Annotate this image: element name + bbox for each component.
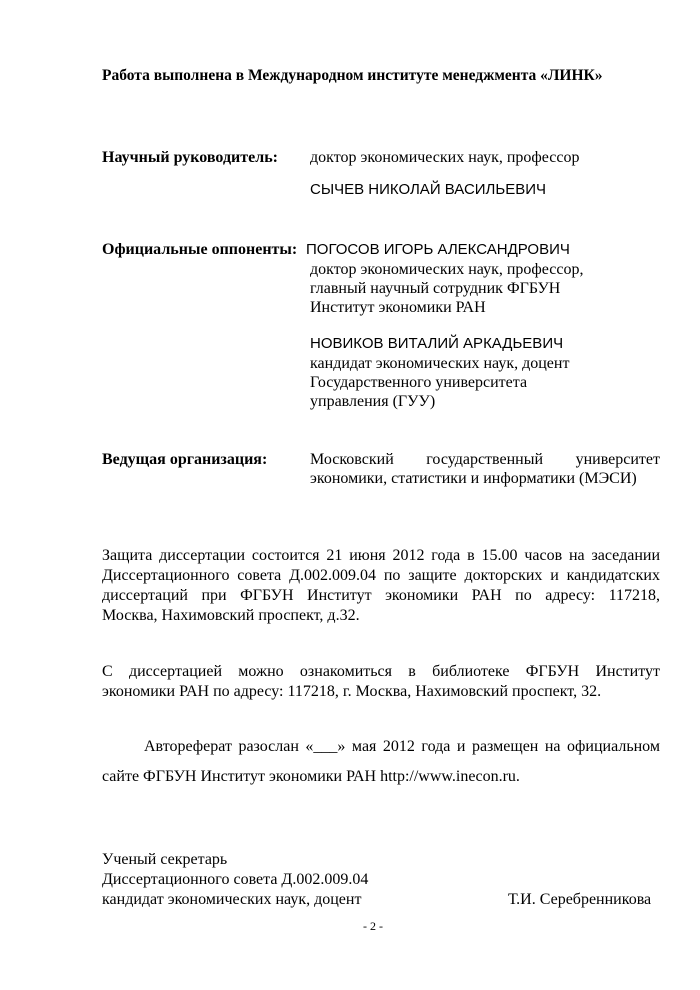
leading-org-label: Ведущая организация:: [102, 451, 268, 468]
secretary-title: Ученый секретарь: [102, 851, 228, 868]
abstract-line-2: сайте ФГБУН Институт экономики РАН http://www.inecon.ru.: [102, 768, 520, 785]
secretary-council: Диссертационного совета Д.002.009.04: [102, 871, 369, 888]
opponent-2-line: кандидат экономических наук, доцент: [310, 355, 570, 372]
opponent-1-line: главный научный сотрудник ФГБУН: [310, 280, 561, 297]
library-line: С диссертацией можно ознакомиться в библиотеке ФГБУН Институт: [102, 663, 660, 680]
opponent-1-line: Институт экономики РАН: [310, 299, 486, 316]
opponents-label: Официальные оппоненты:: [102, 241, 298, 258]
opponent-2-line: Государственного университета: [310, 374, 528, 391]
opponent-1-line: доктор экономических наук, профессор,: [310, 261, 584, 278]
defense-line: диссертаций при ФГБУН Институт экономики РАН по адресу: 117218,: [102, 587, 660, 604]
defense-line: Москва, Нахимовский проспект, д.32.: [102, 607, 360, 624]
supervisor-name: СЫЧЕВ НИКОЛАЙ ВАСИЛЬЕВИЧ: [310, 181, 547, 198]
defense-line: Диссертационного совета Д.002.009.04 по защите докторских и кандидатских: [102, 567, 660, 584]
library-line: экономики РАН по адресу: 117218, г. Москва, Нахимовский проспект, 32.: [102, 683, 602, 700]
opponent-2-name: НОВИКОВ ВИТАЛИЙ АРКАДЬЕВИЧ: [310, 335, 564, 352]
defense-line: Защита диссертации состоится 21 июня 2012 года в 15.00 часов на заседании: [102, 547, 660, 564]
abstract-line-1: Автореферат разослан «___» мая 2012 года и размещен на официальном: [144, 738, 660, 755]
supervisor-label: Научный руководитель:: [102, 149, 278, 166]
page-number: - 2 -: [363, 919, 383, 933]
leading-org-line-1: Московский государственный университет: [310, 451, 660, 468]
leading-org-line-2: экономики, статистики и информатики (МЭСИ): [310, 470, 637, 487]
institution-line: Работа выполнена в Международном институте менеджмента «ЛИНК»: [102, 67, 603, 84]
secretary-degree: кандидат экономических наук, доцент: [102, 891, 362, 908]
supervisor-degree: доктор экономических наук, профессор: [310, 149, 580, 166]
secretary-name: Т.И. Серебренникова: [508, 891, 652, 908]
opponent-2-line: управления (ГУУ): [310, 393, 436, 410]
opponent-1-name: ПОГОСОВ ИГОРЬ АЛЕКСАНДРОВИЧ: [306, 241, 570, 258]
